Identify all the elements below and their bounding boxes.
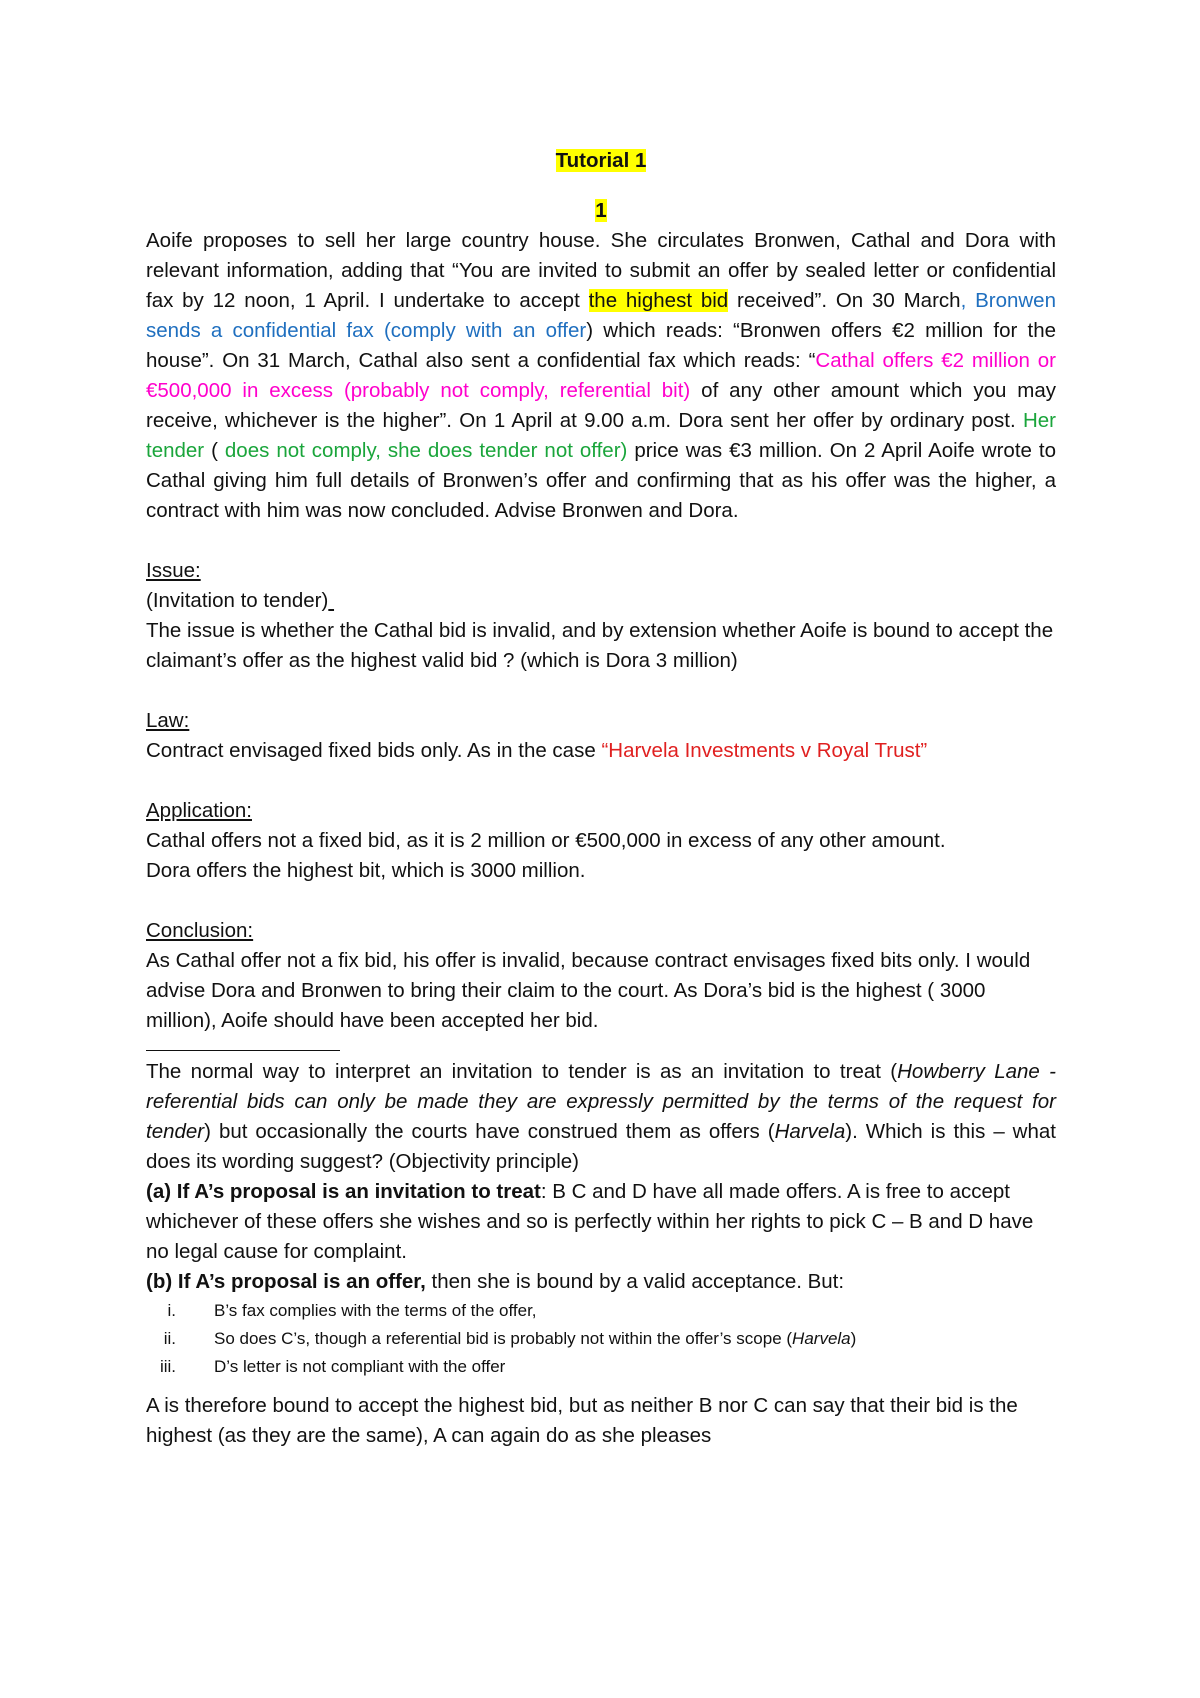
green-annotation-2: does not comply, she does tender not offer) <box>224 439 628 462</box>
spacer <box>146 1381 1056 1391</box>
list-item <box>146 1325 1056 1353</box>
spacer <box>146 676 1056 706</box>
issue-heading <box>146 556 1056 586</box>
list-item-text: D’s letter is not compliant with the offer <box>214 1357 506 1376</box>
spacer <box>146 766 1056 796</box>
issue-heading-text: Issue: <box>146 559 201 582</box>
application-heading-text: Application: <box>146 799 252 822</box>
notes-paragraph <box>146 1057 1056 1177</box>
title-line <box>146 146 1056 176</box>
final-paragraph: A is therefore bound to accept the highest bid, but as neither B nor C can say that their bid is the highest (as they are the same), A can again do as she pleases <box>146 1394 1018 1447</box>
case-howberry: Howberry Lane - referential bids can only be made they are expressly permitted by the terms of the request for tender <box>146 1060 1056 1143</box>
list-item-case: Harvela <box>792 1329 851 1348</box>
question-text-2: received”. On 30 March <box>728 289 961 312</box>
page-title: Tutorial 1 <box>555 149 647 172</box>
conclusion-heading-text: Conclusion: <box>146 919 254 942</box>
law-text <box>146 736 1056 766</box>
question-text-5: ( <box>204 439 225 462</box>
law-heading-text: Law: <box>146 709 190 732</box>
option-a <box>146 1177 1056 1267</box>
conclusion-heading <box>146 916 1056 946</box>
question-paragraph <box>146 226 1056 526</box>
option-b-text: then she is bound by a valid acceptance. But: <box>425 1270 845 1293</box>
green-annotation-1: Her tender <box>146 409 1056 462</box>
question-number: 1 <box>595 199 607 222</box>
list-item-number: i. <box>167 1301 176 1320</box>
list-item-number: iii. <box>159 1357 176 1376</box>
roman-list <box>146 1297 1056 1381</box>
conclusion-text: As Cathal offer not a fix bid, his offer is invalid, because contract envisages fixed bits only. I would advise Dora and Bronwen to bring their claim to the court. As Dora’s bid is the highest ( 3000 million), Aoife should have been accepted her bid. <box>146 949 1031 1032</box>
spacer <box>146 526 1056 556</box>
blue-annotation: , Bronwen sends a confidential fax (comply with an offer <box>146 289 1056 342</box>
list-item <box>146 1353 1056 1381</box>
notes-text-3: ). Which is this – what does its wording suggest? (Objectivity principle) <box>146 1120 1056 1173</box>
notes-text-2: ) but occasionally the courts have construed them as offers ( <box>204 1120 775 1143</box>
issue-text: The issue is whether the Cathal bid is invalid, and by extension whether Aoife is bound to accept the claimant’s offer as the highest valid bid ? (which is Dora 3 million) <box>146 619 1054 672</box>
law-heading <box>146 706 1056 736</box>
highlighted-phrase: the highest bid <box>588 289 729 312</box>
list-item-text: B’s fax complies with the terms of the offer, <box>214 1301 537 1320</box>
question-number-line <box>146 196 1056 226</box>
divider <box>146 1050 340 1051</box>
option-b-label: (b) If A’s proposal is an offer, <box>146 1270 426 1293</box>
application-line-2: Dora offers the highest bit, which is 3000 million. <box>146 859 586 882</box>
list-item-text: ) <box>850 1329 857 1348</box>
case-name: “Harvela Investments v Royal Trust” <box>601 739 928 762</box>
issue-subheading <box>146 586 1056 616</box>
option-a-text: : B C and D have all made offers. A is free to accept whichever of these offers she wishes and so is perfectly within her rights to pick C – B and D have no legal cause for complaint. <box>146 1180 1034 1263</box>
underline-space <box>328 589 334 612</box>
spacer <box>146 886 1056 916</box>
question-text-1: Aoife proposes to sell her large country house. She circulates Bronwen, Cathal and Dora with relevant information, adding that “You are invited to submit an offer by sealed letter or confidential fax by 12 noon, 1 April. I undertake to accept <box>146 229 1056 312</box>
option-b <box>146 1267 1056 1297</box>
issue-subheading-text: (Invitation to tender) <box>146 589 329 612</box>
application-line-1: Cathal offers not a fixed bid, as it is 2 million or €500,000 in excess of any other amount. <box>146 829 946 852</box>
question-text-4: of any other amount which you may receive, whichever is the higher”. On 1 April at 9.00 a.m. Dora sent her offer by ordinary post. <box>146 379 1056 432</box>
case-harvela: Harvela <box>774 1120 846 1143</box>
question-text-6: price was €3 million. On 2 April Aoife wrote to Cathal giving him full details of Bronwen’s offer and confirming that as his offer was the higher, a contract with him was now concluded. Advise Bronwen and Dora. <box>146 439 1056 522</box>
question-text-3: ) which reads: “Bronwen offers €2 million for the house”. On 31 March, Cathal also sent a confidential fax which reads: “ <box>146 319 1057 372</box>
option-a-label: (a) If A’s proposal is an invitation to treat <box>146 1180 541 1203</box>
list-item-number: ii. <box>163 1329 176 1348</box>
document-body <box>146 146 1056 1451</box>
notes-text-1: The normal way to interpret an invitation to tender is as an invitation to treat ( <box>146 1060 898 1083</box>
list-item <box>146 1297 1056 1325</box>
list-item-text: So does C’s, though a referential bid is probably not within the offer’s scope ( <box>214 1329 793 1348</box>
law-text-body: Contract envisaged fixed bids only. As in the case <box>146 739 602 762</box>
application-heading <box>146 796 1056 826</box>
magenta-annotation: Cathal offers €2 million or €500,000 in excess (probably not comply, referential bit) <box>146 349 1056 402</box>
